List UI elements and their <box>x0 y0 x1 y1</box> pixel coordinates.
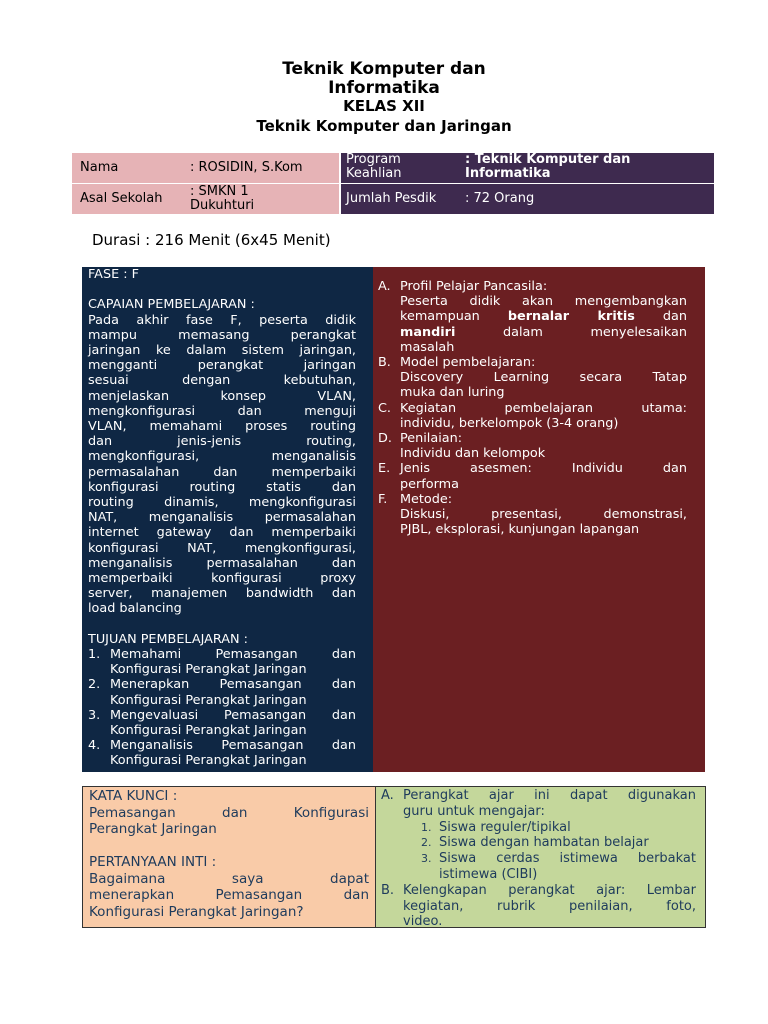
capaian-line: load balancing <box>88 601 182 617</box>
capaian-line: konfigurasi routing statis dan <box>88 479 356 495</box>
nama-label: Nama <box>80 160 119 175</box>
program-cell <box>341 153 714 183</box>
kata-kunci-box <box>82 786 376 928</box>
pertanyaan-heading: PERTANYAAN INTI : <box>89 854 217 870</box>
tujuan-line: Menerapkan Pemasangan dan <box>110 677 356 693</box>
siswa-number: 1. <box>421 820 432 834</box>
document-title <box>0 60 768 98</box>
tujuan-list <box>88 647 356 769</box>
siswa-line: istimewa (CIBI) <box>439 866 538 882</box>
title-line-2: Informatika <box>328 78 440 98</box>
perangkat-box <box>376 786 706 928</box>
capaian-line: VLAN, memahami proses routing <box>88 419 356 435</box>
tujuan-line: Menganalisis Pemasangan dan <box>110 738 356 754</box>
siswa-item <box>421 835 696 851</box>
capaian-line: mengganti perangkat jaringan <box>88 358 356 374</box>
asal-cell <box>72 184 339 214</box>
asesmen-item: E. Jenis asesmen: Individu dan performa <box>378 461 687 492</box>
jumlah-cell <box>341 184 714 214</box>
capaian-line: menjelaskan konsep VLAN, <box>88 388 356 404</box>
capaian-line: mengkonfigurasi, menganalisis <box>88 449 356 465</box>
siswa-item <box>421 820 696 836</box>
durasi-text: Durasi : 216 Menit (6x45 Menit) <box>92 231 331 249</box>
capaian-line: jaringan ke dalam sistem jaringan, <box>88 343 356 358</box>
program-value: : Teknik Komputer dan Informatika <box>465 152 631 181</box>
capaian-line: permasalahan dan memperbaiki <box>88 464 356 480</box>
nama-value: : ROSIDIN, S.Kom <box>190 160 303 175</box>
capaian-body <box>88 313 356 617</box>
tujuan-line: Konfigurasi Perangkat Jaringan <box>110 723 307 739</box>
kata-kunci-line: Perangkat Jaringan <box>89 821 217 837</box>
subtitle: Teknik Komputer dan Jaringan <box>256 117 512 135</box>
tujuan-item <box>88 738 356 768</box>
program-label: Program Keahlian <box>346 152 402 181</box>
siswa-number: 2. <box>421 836 432 850</box>
tujuan-line: Konfigurasi Perangkat Jaringan <box>110 692 307 708</box>
title-line-1: Teknik Komputer dan <box>282 59 486 79</box>
siswa-line: Siswa reguler/tipikal <box>439 819 571 835</box>
perangkat-item-a: A. Perangkat ajar ini dapat digunakan guru untuk mengajar: 1. Siswa reguler/tipikal 2. Siswa dengan hambatan belajar 3. Siswa cerdas istimewa berbakat istimewa (CIBI) <box>381 788 696 882</box>
tujuan-line: Memahami Pemasangan dan <box>110 647 356 663</box>
tujuan-item <box>88 677 356 707</box>
capaian-line: konfigurasi NAT, mengkonfigurasi, <box>88 540 356 556</box>
tujuan-line: Konfigurasi Perangkat Jaringan <box>110 753 307 769</box>
capaian-line: Pada akhir fase F, peserta didik <box>88 312 356 328</box>
capaian-line: server, manajemen bandwidth dan <box>88 586 356 602</box>
tujuan-number: 3. <box>88 707 101 723</box>
siswa-list <box>403 820 696 883</box>
siswa-line: Siswa dengan hambatan belajar <box>439 835 649 851</box>
kegiatan-item: C. Kegiatan pembelajaran utama: individu, berkelompok (3-4 orang) <box>378 400 687 431</box>
kata-kunci-heading: KATA KUNCI : <box>89 788 178 804</box>
tujuan-line: Konfigurasi Perangkat Jaringan <box>110 662 307 678</box>
pertanyaan-line: Konfigurasi Perangkat Jaringan? <box>89 903 304 920</box>
capaian-line: routing dinamis, mengkonfigurasi <box>88 495 356 511</box>
metode-item: F. Metode: Diskusi, presentasi, demonstrasi, PJBL, eksplorasi, kunjungan lapangan <box>378 491 687 538</box>
capaian-heading: CAPAIAN PEMBELAJARAN : <box>88 297 255 313</box>
tujuan-number: 2. <box>88 677 101 693</box>
tujuan-heading: TUJUAN PEMBELAJARAN : <box>88 631 248 647</box>
jumlah-value: : 72 Orang <box>465 191 535 206</box>
tujuan-item <box>88 647 356 677</box>
tujuan-line: Mengevaluasi Pemasangan dan <box>110 707 356 723</box>
nama-cell <box>72 153 339 183</box>
jumlah-label: Jumlah Pesdik <box>346 191 437 206</box>
perangkat-item-b: B. Kelengkapan perangkat ajar: Lembar kegiatan, rubrik penilaian, foto, video. <box>381 882 696 930</box>
tujuan-number: 4. <box>88 738 101 754</box>
capaian-line: memperbaiki konfigurasi proxy <box>88 571 356 587</box>
capaian-line: sesuai dengan kebutuhan, <box>88 373 356 389</box>
capaian-line: mampu memasang perangkat <box>88 327 356 343</box>
capaian-line: internet gateway dan memperbaiki <box>88 525 356 541</box>
fase-text: FASE : F <box>88 267 139 282</box>
pembelajaran-panel <box>373 267 705 772</box>
profil-item: A. Profil Pelajar Pancasila: Peserta didik akan mengembangkan kemampuan bernalar kritis dan mandiri dalam menyelesaikan masalah <box>378 279 687 355</box>
model-item: B. Model pembelajaran: Discovery Learning secara Tatap muka dan luring <box>378 355 687 401</box>
asal-value: : SMKN 1 Dukuhturi <box>190 184 255 213</box>
siswa-line: Siswa cerdas istimewa berbakat <box>439 851 696 867</box>
capaian-line: dan jenis-jenis routing, <box>88 434 356 450</box>
tujuan-item <box>88 708 356 738</box>
siswa-number: 3. <box>421 852 432 866</box>
capaian-line: mengkonfigurasi dan menguji <box>88 403 356 419</box>
capaian-panel <box>82 267 373 772</box>
asal-label: Asal Sekolah <box>80 191 163 206</box>
siswa-item <box>421 851 696 883</box>
capaian-line: NAT, menganalisis permasalahan <box>88 510 356 526</box>
capaian-line: menganalisis permasalahan dan <box>88 555 356 571</box>
penilaian-item: D. Penilaian: Individu dan kelompok <box>378 431 546 462</box>
pertanyaan-line: menerapkan Pemasangan dan <box>89 887 369 903</box>
pertanyaan-line: Bagaimana saya dapat <box>89 870 369 887</box>
kata-kunci-line: Pemasangan dan Konfigurasi <box>89 804 369 821</box>
kelas-heading: KELAS XII <box>343 97 425 115</box>
tujuan-number: 1. <box>88 647 101 663</box>
